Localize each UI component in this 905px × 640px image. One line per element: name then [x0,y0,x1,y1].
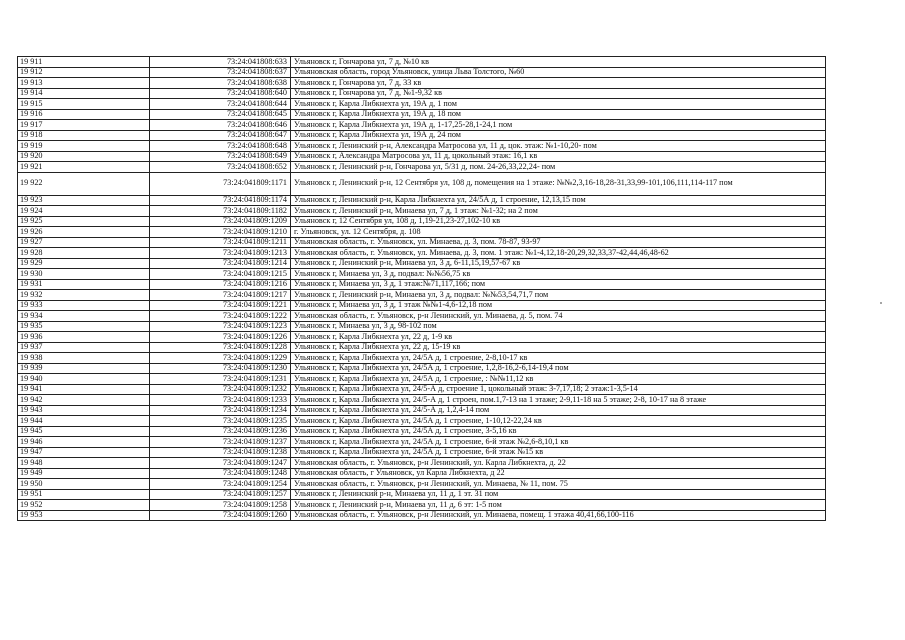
cadastral-number-cell: 73:24:041809:1223 [150,321,291,332]
table-row [18,109,826,120]
row-number-cell: 19 952 [18,500,150,511]
address-cell: Ульяновская область, г. Ульяновск, р-н Ленинский, ул. Минаева, д. 5, пом. 74 [291,311,826,322]
cadastral-number-cell: 73:24:041809:1171 [150,172,291,195]
table-row [18,332,826,343]
address-cell: Ульяновская область, г. Ульяновск, р-н Ленинский, ул. Минаева, № 11, пом. 75 [291,479,826,490]
address-cell: Ульяновск г, Минаева ул, 3 д, подвал: №№56,75 кв [291,269,826,280]
address-cell: Ульяновск г, Карла Либкнехта ул, 22 д, 1-9 кв [291,332,826,343]
row-number-cell: 19 921 [18,162,150,173]
cadastral-number-cell: 73:24:041809:1174 [150,195,291,206]
table-row [18,88,826,99]
table-row [18,426,826,437]
row-number-cell: 19 916 [18,109,150,120]
table-row [18,500,826,511]
row-number-cell: 19 944 [18,416,150,427]
row-number-cell: 19 927 [18,237,150,248]
address-cell: Ульяновск г, Карла Либкнехта ул, 24/5-А д, строение 1, цокольный этаж: 3-7,17,18; 2 этаж:1-3,5-14 [291,384,826,395]
address-cell: Ульяновская область, г. Ульяновск, р-н Ленинский, ул. Карла Либкнехта, д. 22 [291,458,826,469]
address-cell: Ульяновск г, Минаева ул, 3 д, 1 этаж:№71,117,166; пом [291,279,826,290]
row-number-cell: 19 913 [18,78,150,89]
table-row [18,141,826,152]
table-row [18,353,826,364]
address-cell: Ульяновск г, Минаева ул, 3 д, 1 этаж №№1-4,6-12,18 пом [291,300,826,311]
cadastral-number-cell: 73:24:041809:1213 [150,248,291,259]
address-cell: Ульяновск г, Ленинский р-н, Карла Либкнехта ул, 24/5А д, 1 строение, 12,13,15 пом [291,195,826,206]
row-number-cell: 19 938 [18,353,150,364]
address-cell: Ульяновск г, Карла Либкнехта ул, 19А д, 18 пом [291,109,826,120]
address-cell: Ульяновск г, Минаева ул, 3 д, 98-102 пом [291,321,826,332]
cadastral-number-cell: 73:24:041808:646 [150,120,291,131]
table-row [18,78,826,89]
cadastral-number-cell: 73:24:041809:1234 [150,405,291,416]
cadastral-number-cell: 73:24:041809:1215 [150,269,291,280]
scan-speck [880,302,882,304]
address-cell: Ульяновская область, г Ульяновск, ул Карла Либкнехта, д 22 [291,468,826,479]
table-row [18,120,826,131]
row-number-cell: 19 949 [18,468,150,479]
cadastral-number-cell: 73:24:041809:1247 [150,458,291,469]
row-number-cell: 19 939 [18,363,150,374]
cadastral-number-cell: 73:24:041809:1229 [150,353,291,364]
table-row [18,237,826,248]
cadastral-number-cell: 73:24:041809:1214 [150,258,291,269]
cadastral-number-cell: 73:24:041809:1254 [150,479,291,490]
cadastral-number-cell: 73:24:041809:1216 [150,279,291,290]
row-number-cell: 19 931 [18,279,150,290]
table-row [18,363,826,374]
cadastral-number-cell: 73:24:041808:638 [150,78,291,89]
row-number-cell: 19 932 [18,290,150,301]
address-cell: Ульяновск г, Ленинский р-н, Минаева ул, 3 д, подвал: №№53,54,71,7 пом [291,290,826,301]
address-cell: Ульяновск г, Карла Либкнехта ул, 24/5А д, 1 строение, 6-й этаж №2,6-8,10,1 кв [291,437,826,448]
table-row [18,510,826,521]
address-cell: г. Ульяновск, ул. 12 Сентября, д. 108 [291,227,826,238]
table-row [18,342,826,353]
address-cell: Ульяновск г, Карла Либкнехта ул, 22 д, 15-19 кв [291,342,826,353]
table-row [18,279,826,290]
row-number-cell: 19 912 [18,67,150,78]
address-cell: Ульяновская область, г. Ульяновск, ул. Минаева, д. 3, пом. 78-87, 93-97 [291,237,826,248]
address-cell: Ульяновск г, Гончарова ул, 7 д, 33 кв [291,78,826,89]
cadastral-number-cell: 73:24:041809:1209 [150,216,291,227]
row-number-cell: 19 929 [18,258,150,269]
table-row [18,468,826,479]
table-row [18,99,826,110]
registry-body [18,57,826,521]
cadastral-number-cell: 73:24:041809:1257 [150,489,291,500]
cadastral-number-cell: 73:24:041808:637 [150,67,291,78]
row-number-cell: 19 911 [18,57,150,68]
table-row [18,300,826,311]
address-cell: Ульяновская область, город Ульяновск, улица Льва Толстого, №60 [291,67,826,78]
cadastral-number-cell: 73:24:041809:1217 [150,290,291,301]
cadastral-number-cell: 73:24:041809:1235 [150,416,291,427]
cadastral-number-cell: 73:24:041808:644 [150,99,291,110]
cadastral-number-cell: 73:24:041808:645 [150,109,291,120]
table-row [18,395,826,406]
cadastral-number-cell: 73:24:041809:1258 [150,500,291,511]
row-number-cell: 19 930 [18,269,150,280]
cadastral-number-cell: 73:24:041808:640 [150,88,291,99]
cadastral-number-cell: 73:24:041809:1232 [150,384,291,395]
row-number-cell: 19 946 [18,437,150,448]
address-cell: Ульяновская область, г. Ульяновск, ул. Минаева, д. 3, пом. 1 этаж: №1-4,12,18-20,29,32,33,37-42,44,46,48-62 [291,248,826,259]
row-number-cell: 19 926 [18,227,150,238]
row-number-cell: 19 928 [18,248,150,259]
table-row [18,405,826,416]
cadastral-number-cell: 73:24:041808:649 [150,151,291,162]
row-number-cell: 19 917 [18,120,150,131]
row-number-cell: 19 953 [18,510,150,521]
row-number-cell: 19 918 [18,130,150,141]
row-number-cell: 19 947 [18,447,150,458]
cadastral-number-cell: 73:24:041808:647 [150,130,291,141]
address-cell: Ульяновск г, Карла Либкнехта ул, 24/5А д, 1 строение, 1,2,8-16,2-6,14-19,4 пом [291,363,826,374]
table-row [18,416,826,427]
address-cell: Ульяновск г, Карла Либкнехта ул, 24/5А д, 1 строение, : №№11,12 кв [291,374,826,385]
table-row [18,269,826,280]
table-row [18,227,826,238]
address-cell: Ульяновск г, Гончарова ул, 7 д, №1-9,32 кв [291,88,826,99]
table-row [18,479,826,490]
cadastral-number-cell: 73:24:041809:1231 [150,374,291,385]
address-cell: Ульяновск г, Александра Матросова ул, 11 д, цокольный этаж: 16,1 кв [291,151,826,162]
table-row [18,447,826,458]
row-number-cell: 19 937 [18,342,150,353]
address-cell: Ульяновск г, Ленинский р-н, Минаева ул, 3 д, 6-11,15,19,57-67 кв [291,258,826,269]
table-row [18,458,826,469]
address-cell: Ульяновская область, г. Ульяновск, р-н Ленинский, ул. Минаева, помещ. 1 этажа 40,41,66,100-116 [291,510,826,521]
table-row [18,248,826,259]
cadastral-number-cell: 73:24:041809:1221 [150,300,291,311]
address-cell: Ульяновск г, Карла Либкнехта ул, 19А д, 1-17,25-28,1-24,1 пом [291,120,826,131]
row-number-cell: 19 923 [18,195,150,206]
table-row [18,374,826,385]
table-row [18,437,826,448]
address-cell: Ульяновск г, Ленинский р-н, Гончарова ул, 5/31 д, пом. 24-26,33,22,24- пом [291,162,826,173]
table-row [18,57,826,68]
table-row [18,489,826,500]
cadastral-number-cell: 73:24:041809:1228 [150,342,291,353]
address-cell: Ульяновск г, Карла Либкнехта ул, 24/5А д, 1 строение, 2-8,10-17 кв [291,353,826,364]
table-row [18,258,826,269]
table-row [18,67,826,78]
row-number-cell: 19 922 [18,172,150,195]
address-cell: Ульяновск г, 12 Сентября ул, 108 д, 1,19-21,23-27,102-10 кв [291,216,826,227]
row-number-cell: 19 925 [18,216,150,227]
cadastral-number-cell: 73:24:041809:1236 [150,426,291,437]
address-cell: Ульяновск г, Карла Либкнехта ул, 24/5А д, 1 строение, 3-5,16 кв [291,426,826,437]
row-number-cell: 19 936 [18,332,150,343]
row-number-cell: 19 945 [18,426,150,437]
row-number-cell: 19 951 [18,489,150,500]
cadastral-number-cell: 73:24:041809:1248 [150,468,291,479]
address-cell: Ульяновск г, Ленинский р-н, 12 Сентября ул, 108 д, помещения на 1 этаже: №№2,3,16-18,28-31,33,99-101,106,111,114-117 пом [291,172,826,195]
address-cell: Ульяновск г, Ленинский р-н, Минаева ул, 7 д, 1 этаж: №1-32; на 2 пом [291,206,826,217]
address-cell: Ульяновск г, Карла Либкнехта ул, 24/5-А д, 1,2,4-14 пом [291,405,826,416]
address-cell: Ульяновск г, Карла Либкнехта ул, 24/5-А д, 1 строен, пом.1,7-13 на 1 этаже; 2-9,11-18 на 5 этаже; 2-8, 10-17 на 8 этаже [291,395,826,406]
cadastral-number-cell: 73:24:041808:633 [150,57,291,68]
row-number-cell: 19 919 [18,141,150,152]
table-row [18,162,826,173]
cadastral-number-cell: 73:24:041809:1222 [150,311,291,322]
table-row [18,311,826,322]
cadastral-number-cell: 73:24:041808:652 [150,162,291,173]
cadastral-number-cell: 73:24:041809:1226 [150,332,291,343]
row-number-cell: 19 950 [18,479,150,490]
cadastral-number-cell: 73:24:041809:1237 [150,437,291,448]
table-row [18,321,826,332]
cadastral-number-cell: 73:24:041809:1260 [150,510,291,521]
row-number-cell: 19 915 [18,99,150,110]
table-row [18,130,826,141]
row-number-cell: 19 935 [18,321,150,332]
table-row [18,290,826,301]
cadastral-number-cell: 73:24:041809:1211 [150,237,291,248]
cadastral-number-cell: 73:24:041808:648 [150,141,291,152]
row-number-cell: 19 924 [18,206,150,217]
address-cell: Ульяновск г, Карла Либкнехта ул, 19А д, 24 пом [291,130,826,141]
cadastral-number-cell: 73:24:041809:1210 [150,227,291,238]
address-cell: Ульяновск г, Карла Либкнехта ул, 24/5А д, 1 строение, 6-й этаж №15 кв [291,447,826,458]
table-row [18,206,826,217]
row-number-cell: 19 940 [18,374,150,385]
cadastral-number-cell: 73:24:041809:1238 [150,447,291,458]
address-cell: Ульяновск г, Карла Либкнехта ул, 24/5А д, 1 строение, 1-10,12-22,24 кв [291,416,826,427]
row-number-cell: 19 920 [18,151,150,162]
table-row [18,172,826,195]
address-cell: Ульяновск г, Гончарова ул, 7 д, №10 кв [291,57,826,68]
address-cell: Ульяновск г, Ленинский р-н, Александра Матросова ул, 11 д, цок. этаж: №1-10,20- пом [291,141,826,152]
cadastral-number-cell: 73:24:041809:1182 [150,206,291,217]
address-cell: Ульяновск г, Карла Либкнехта ул, 19А д, 1 пом [291,99,826,110]
row-number-cell: 19 933 [18,300,150,311]
row-number-cell: 19 942 [18,395,150,406]
cadastral-number-cell: 73:24:041809:1233 [150,395,291,406]
cadastral-registry-table [17,56,826,521]
address-cell: Ульяновск г, Ленинский р-н, Минаева ул, 11 д, 6 эт: 1-5 пом [291,500,826,511]
table-row [18,384,826,395]
row-number-cell: 19 934 [18,311,150,322]
row-number-cell: 19 943 [18,405,150,416]
cadastral-number-cell: 73:24:041809:1230 [150,363,291,374]
address-cell: Ульяновск г, Ленинский р-н, Минаева ул, 11 д, 1 эт. 31 пом [291,489,826,500]
table-row [18,151,826,162]
row-number-cell: 19 941 [18,384,150,395]
row-number-cell: 19 914 [18,88,150,99]
table-row [18,195,826,206]
table-row [18,216,826,227]
row-number-cell: 19 948 [18,458,150,469]
